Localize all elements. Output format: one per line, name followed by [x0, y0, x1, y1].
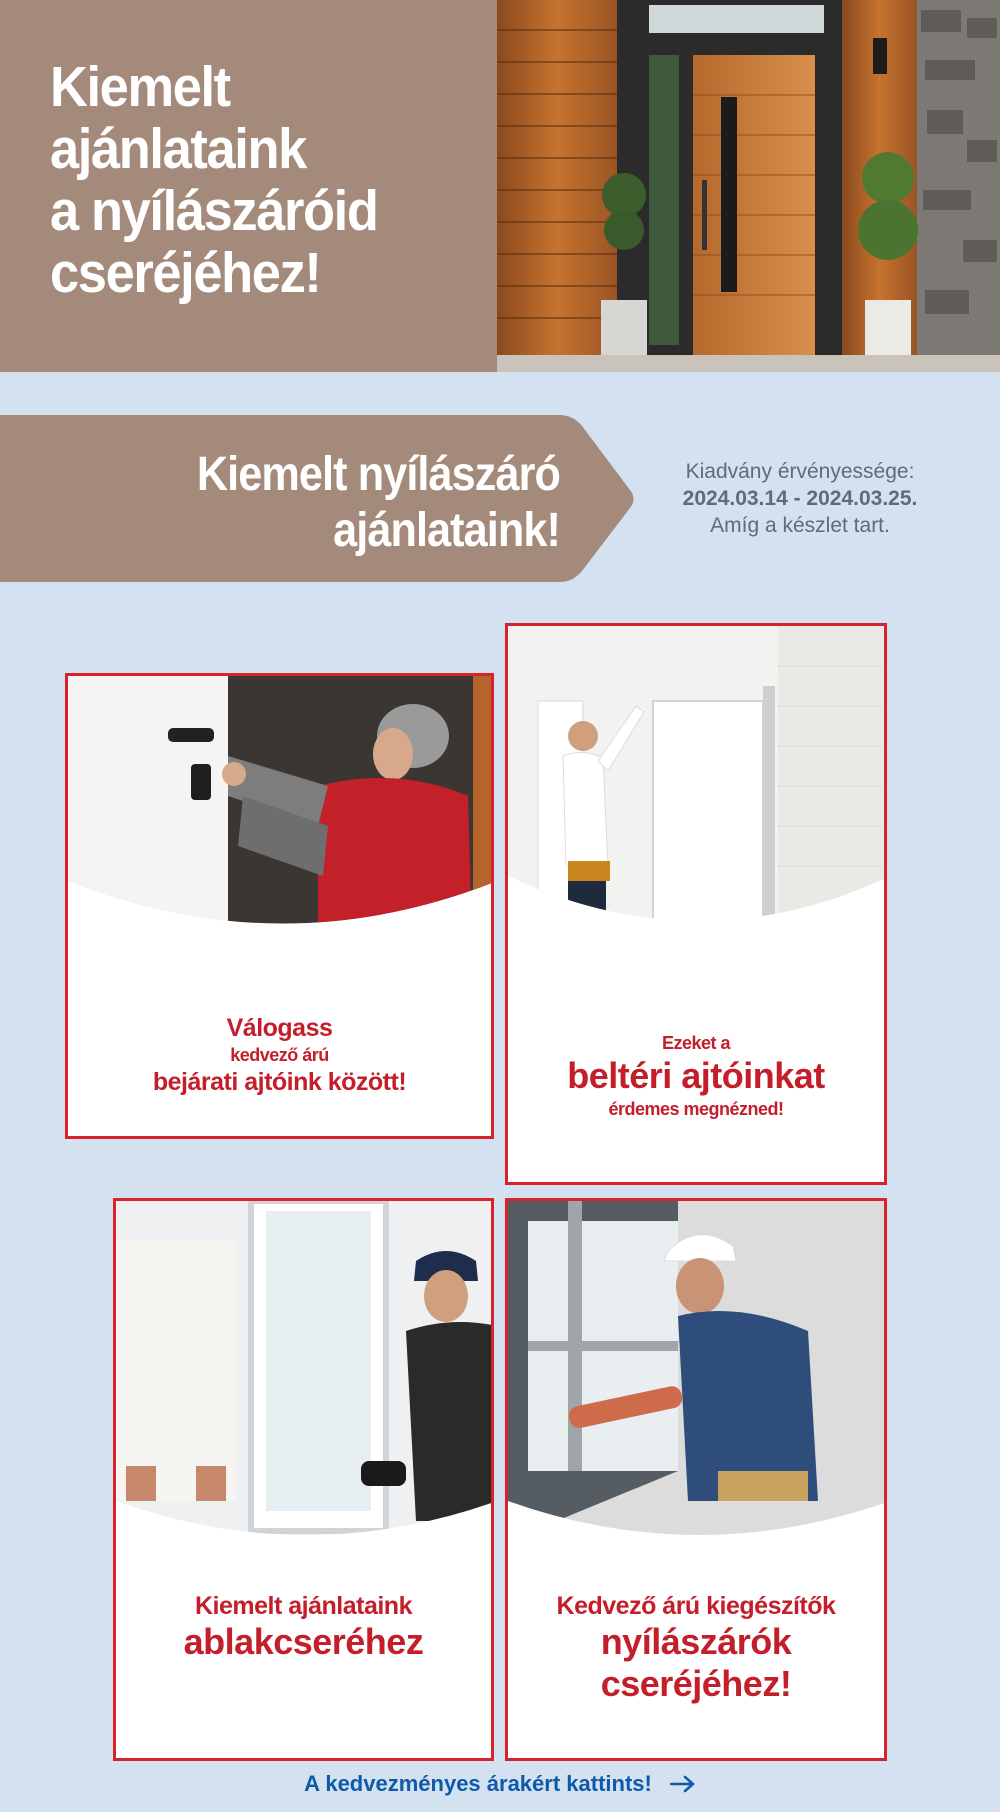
front-door-photo [497, 0, 1000, 372]
card-1-line-2: kedvező árú [230, 1045, 329, 1065]
validity-info [655, 458, 945, 539]
card-window-replacement[interactable] [113, 1198, 494, 1761]
arrow-right-icon [670, 1775, 696, 1793]
discount-cta-link[interactable] [0, 1766, 1000, 1802]
cta-label: A kedvezményes árakért kattints! [304, 1771, 652, 1796]
locksmith-photo [68, 676, 494, 972]
card-1-line-3: bejárati ajtóink között! [152, 1068, 407, 1096]
hero-section [0, 0, 1000, 372]
card-4-line-2: nyílászárók [600, 1621, 792, 1662]
validity-dates: 2024.03.14 - 2024.03.25. [682, 487, 918, 510]
door-installer-photo [508, 626, 887, 946]
validity-label: Kiadvány érvényessége: [685, 460, 915, 483]
card-interior-doors[interactable] [505, 623, 887, 1185]
window-fitter-photo [116, 1201, 494, 1561]
card-3-line-2: ablakcseréhez [183, 1621, 424, 1662]
validity-note: Amíg a készlet tart. [710, 514, 890, 537]
card-2-line-1: Ezeket a [661, 1033, 731, 1053]
card-2-line-2: beltéri ajtóinkat [567, 1055, 825, 1096]
caulking-worker-photo [508, 1201, 887, 1561]
card-accessories[interactable] [505, 1198, 887, 1761]
offers-banner-title: Kiemelt nyílászáró ajánlataink! [196, 448, 560, 557]
card-1-line-1: Válogass [226, 1014, 333, 1042]
card-2-line-3: érdemes megnézned! [608, 1099, 784, 1119]
card-4-line-1: Kedvező árú kiegészítők [556, 1592, 836, 1620]
card-entrance-doors[interactable] [65, 673, 494, 1139]
hero-title: Kiemelt ajánlataink a nyílászáróid cseréjéhez! [50, 55, 378, 305]
card-3-line-1: Kiemelt ajánlataink [195, 1592, 412, 1620]
card-4-line-3: cseréjéhez! [600, 1663, 792, 1704]
